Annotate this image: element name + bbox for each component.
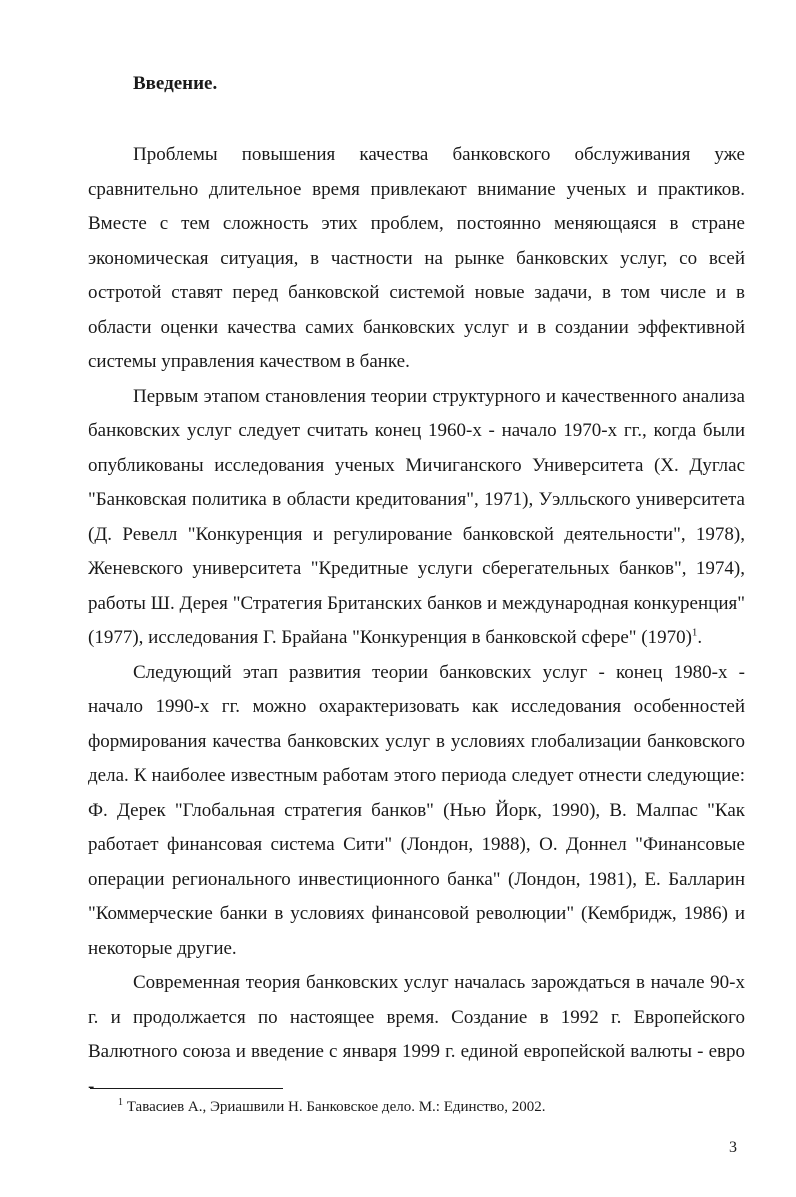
paragraph-1 <box>88 138 745 380</box>
footnote-text: Тавасиев А., Эриашвили Н. Банковское дело. М.: Единство, 2002. <box>126 1099 546 1115</box>
footnote-reference: 1 <box>691 626 698 639</box>
section-heading: Введение. <box>133 73 218 94</box>
paragraph-2-tail: . <box>697 627 703 648</box>
paragraph-1-text: Проблемы повышения качества банковского обслуживания уже сравнительно длительное время привлекают внимание ученых и практиков. Вместе с тем сложность этих проблем, постоянно меняющаяся в стране экономическая ситуация, в частности на рынке банковских услуг, со всей остротой ставят перед банковской системой новые задачи, в том числе и в области оценки качества самих банковских услуг и в создании эффективной системы управления качеством в банке. <box>88 144 745 372</box>
paragraph-4-text: Современная теория банковских услуг началась зарождаться в начале 90-х г. и продолжается по настоящее время. Создание в 1992 г. Европейского Валютного союза и введение с января 1999 г. единой европейской валюты - евро - <box>88 972 745 1097</box>
footnote-divider <box>90 1088 283 1089</box>
paragraph-3-text: Следующий этап развития теории банковских услуг - конец 1980-х - начало 1990-х гг. можно охарактеризовать как исследования особенностей формирования качества банковских услуг в условиях глобализации банковского дела. К наиболее известным работам этого периода следует отнести следующие: Ф. Дерек "Глобальная стратегия банков" (Нью Йорк, 1990), В. Малпас "Как работает финансовая система Сити" (Лондон, 1988), О. Доннел "Финансовые операции регионального инвестиционного банка" (Лондон, 1981), Е. Балларин "Коммерческие банки в условиях финансовой революции" (Кембридж, 1986) и некоторые другие. <box>88 661 745 959</box>
body-text <box>88 138 745 1104</box>
footnote-marker: 1 <box>118 1097 123 1108</box>
paragraph-2-text: Первым этапом становления теории структурного и качественного анализа банковских услуг следует считать конец 1960-х - начало 1970-х гг., когда были опубликованы исследования ученых Мичиганского Университета (Х. Дуглас "Банковская политика в области кредитования", 1971), Уэлльского университета (Д. Ревелл "Конкуренция и регулирование банковской деятельности", 1978), Женевского университета "Кредитные услуги сберегательных банков", 1974), работы Ш. Дерея "Стратегия Британских банков и международная конкуренция" (1977), исследования Г. Брайана "Конкуренция в банковской сфере" (1970) <box>88 385 745 648</box>
page-number: 3 <box>729 1139 737 1156</box>
paragraph-3 <box>88 656 745 967</box>
paragraph-2 <box>88 380 745 656</box>
footnote <box>118 1097 546 1117</box>
paragraph-4 <box>88 966 745 1104</box>
